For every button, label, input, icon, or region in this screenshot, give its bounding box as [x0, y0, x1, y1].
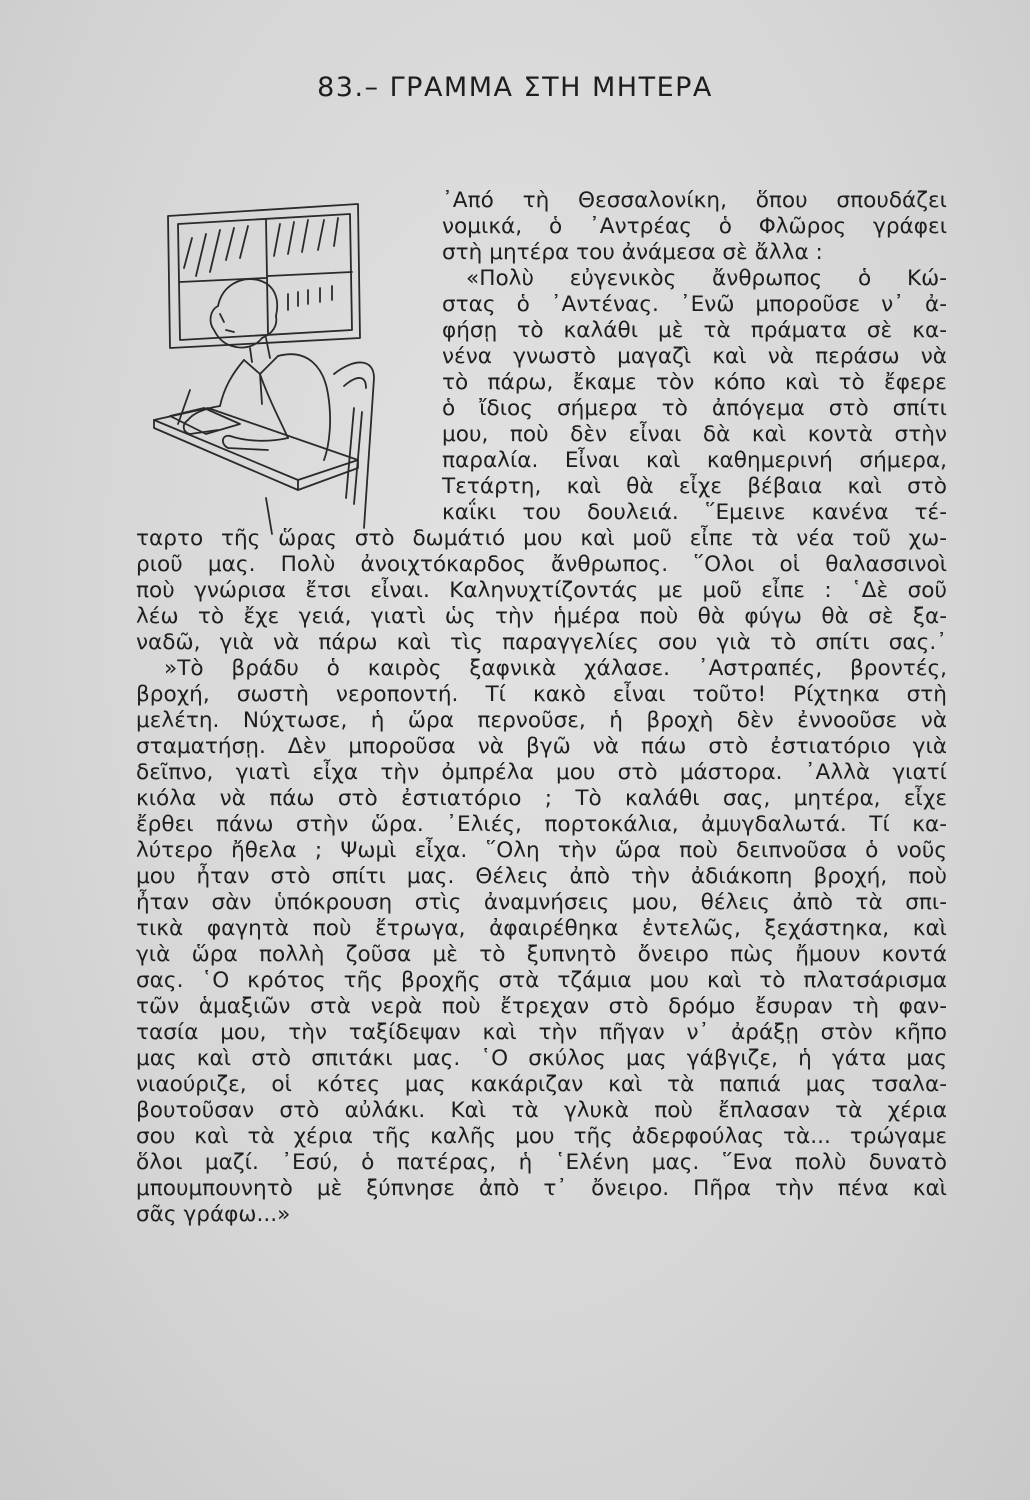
text-line: δεῖπνο, γιατὶ εἶχα τὴν ὀμπρέλα μου στὸ μάστορα. ᾿Αλλὰ γιατί	[136, 760, 947, 785]
text-line: μου, ποὺ δὲν εἶναι δὰ καὶ κοντὰ στὴν	[442, 422, 947, 447]
text-line: «Πολὺ εὐγενικὸς ἄνθρωπος ὁ Κώ-	[466, 266, 947, 291]
text-line: σου καὶ τὰ χέρια τῆς καλῆς μου τῆς ἀδερφούλας τὰ... τρώγαμε	[136, 1124, 947, 1149]
text-line: ναδῶ, γιὰ νὰ πάρω καὶ τὶς παραγγελίες σου γιὰ τὸ σπίτι σας.᾿	[136, 630, 947, 655]
text-line: βροχή, σωστὴ νεροποντή. Τί κακὸ εἶναι τοῦτο! Ρίχτηκα στὴ	[136, 682, 947, 707]
text-line: σας. ῾Ο κρότος τῆς βροχῆς στὰ τζάμια μου καὶ τὸ πλατσάρισμα	[136, 968, 947, 993]
text-line: Τετάρτη, καὶ θὰ εἶχε βέβαια καὶ στὸ	[442, 474, 947, 499]
text-line: »Τὸ βράδυ ὁ καιρὸς ξαφνικὰ χάλασε. ᾿Αστραπές, βροντές,	[164, 656, 947, 681]
text-line: τικὰ φαγητὰ ποὺ ἔτρωγα, ἀφαιρέθηκα ἐντελῶς, ξεχάστηκα, καὶ	[136, 916, 947, 941]
text-line: καΐκι του δουλειά. ῞Εμεινε κανένα τέ-	[442, 500, 947, 525]
text-line: λέω τὸ ἔχε γειά, γιατὶ ὡς τὴν ἡμέρα ποὺ θὰ φύγω θὰ σὲ ξα-	[136, 604, 947, 629]
text-line: κιόλα νὰ πάω στὸ ἐστιατόριο ; Τὸ καλάθι σας, μητέρα, εἶχε	[136, 786, 947, 811]
text-line: ὅλοι μαζί. ᾿Εσύ, ὁ πατέρας, ἡ ῾Ελένη μας. ῞Ενα πολὺ δυνατὸ	[136, 1150, 947, 1175]
text-line: τασία μου, τὴν ταξίδεψαν καὶ τὴν πῆγαν ν᾿ ἀράξῃ στὸν κῆπο	[136, 1020, 947, 1045]
text-line: ἔρθει πάνω στὴν ὥρα. ᾿Ελιές, πορτοκάλια, ἀμυγδαλωτά. Τί κα-	[136, 812, 947, 837]
text-line: μελέτη. Νύχτωσε, ἡ ὥρα περνοῦσε, ἡ βροχὴ δὲν ἐννοοῦσε νὰ	[136, 708, 947, 733]
text-line: φήσῃ τὸ καλάθι μὲ τὰ πράματα σὲ κα-	[442, 318, 947, 343]
text-line: γιὰ ὥρα πολλὴ ζοῦσα μὲ τὸ ξυπνητὸ ὄνειρο πὼς ἤμουν κοντά	[136, 942, 947, 967]
text-line: τῶν ἁμαξιῶν στὰ νερὰ ποὺ ἔτρεχαν στὸ δρόμο ἔσυραν τὴ φαν-	[136, 994, 947, 1019]
text-line: σταματήσῃ. Δὲν μποροῦσα νὰ βγῶ νὰ πάω στὸ ἐστιατόριο γιὰ	[136, 734, 947, 759]
man-writing-illustration	[148, 198, 408, 538]
text-line: σᾶς γράφω...»	[136, 1202, 291, 1227]
chapter-title: 83.– ΓΡΑΜΜΑ ΣΤΗ ΜΗΤΕΡΑ	[317, 72, 713, 103]
text-line: παραλία. Εἶναι καὶ καθημερινή σήμερα,	[442, 448, 947, 473]
text-line: ᾿Από τὴ Θεσσαλονίκη, ὅπου σπουδάζει	[442, 188, 947, 213]
text-line: βουτοῦσαν στὸ αὐλάκι. Καὶ τὰ γλυκὰ ποὺ ἔπλασαν τὰ χέρια	[136, 1098, 947, 1123]
text-line: μπουμπουνητὸ μὲ ξύπνησε ἀπὸ τ᾿ ὄνειρο. Πῆρα τὴν πένα καὶ	[136, 1176, 947, 1201]
text-line: μας καὶ στὸ σπιτάκι μας. ῾Ο σκύλος μας γάβγιζε, ἡ γάτα μας	[136, 1046, 947, 1071]
text-line: τὸ πάρω, ἔκαμε τὸν κόπο καὶ τὸ ἔφερε	[442, 370, 947, 395]
text-line: ριοῦ μας. Πολὺ ἀνοιχτόκαρδος ἄνθρωπος. ῞Ολοι οἱ θαλασσινοὶ	[136, 552, 947, 577]
text-line: νένα γνωστὸ μαγαζὶ καὶ νὰ περάσω νὰ	[442, 344, 947, 369]
text-line: νιαούριζε, οἱ κότες μας κακάριζαν καὶ τὰ παπιά μας τσαλα-	[136, 1072, 947, 1097]
text-line: ὁ ἴδιος σήμερα τὸ ἀπόγεμα στὸ σπίτι	[442, 396, 947, 421]
text-line: λύτερο ἤθελα ; Ψωμὶ εἶχα. ῞Ολη τὴν ὥρα ποὺ δειπνοῦσα ὁ νοῦς	[136, 838, 947, 863]
text-line: μου ἦταν στὸ σπίτι μας. Θέλεις ἀπὸ τὴν ἀδιάκοπη βροχή, ποὺ	[136, 864, 947, 889]
text-line: ποὺ γνώρισα ἔτσι εἶναι. Καληνυχτίζοντάς με μοῦ εἶπε : ῾Δὲ σοῦ	[136, 578, 947, 603]
text-line: στὴ μητέρα του ἀνάμεσα σὲ ἄλλα :	[442, 240, 823, 265]
text-line: ἦταν σὰν ὑπόκρουση στὶς ἀναμνήσεις μου, θέλεις ἀπὸ τὰ σπι-	[136, 890, 947, 915]
text-line: στας ὁ ᾿Αντένας. ᾿Ενῶ μποροῦσε ν᾿ ἀ-	[442, 292, 947, 317]
text-line: ταρτο τῆς ὥρας στὸ δωμάτιό μου καὶ μοῦ εἶπε τὰ νέα τοῦ χω-	[136, 526, 947, 551]
text-line: νομικά, ὁ ᾿Αντρέας ὁ Φλῶρος γράφει	[442, 214, 947, 239]
